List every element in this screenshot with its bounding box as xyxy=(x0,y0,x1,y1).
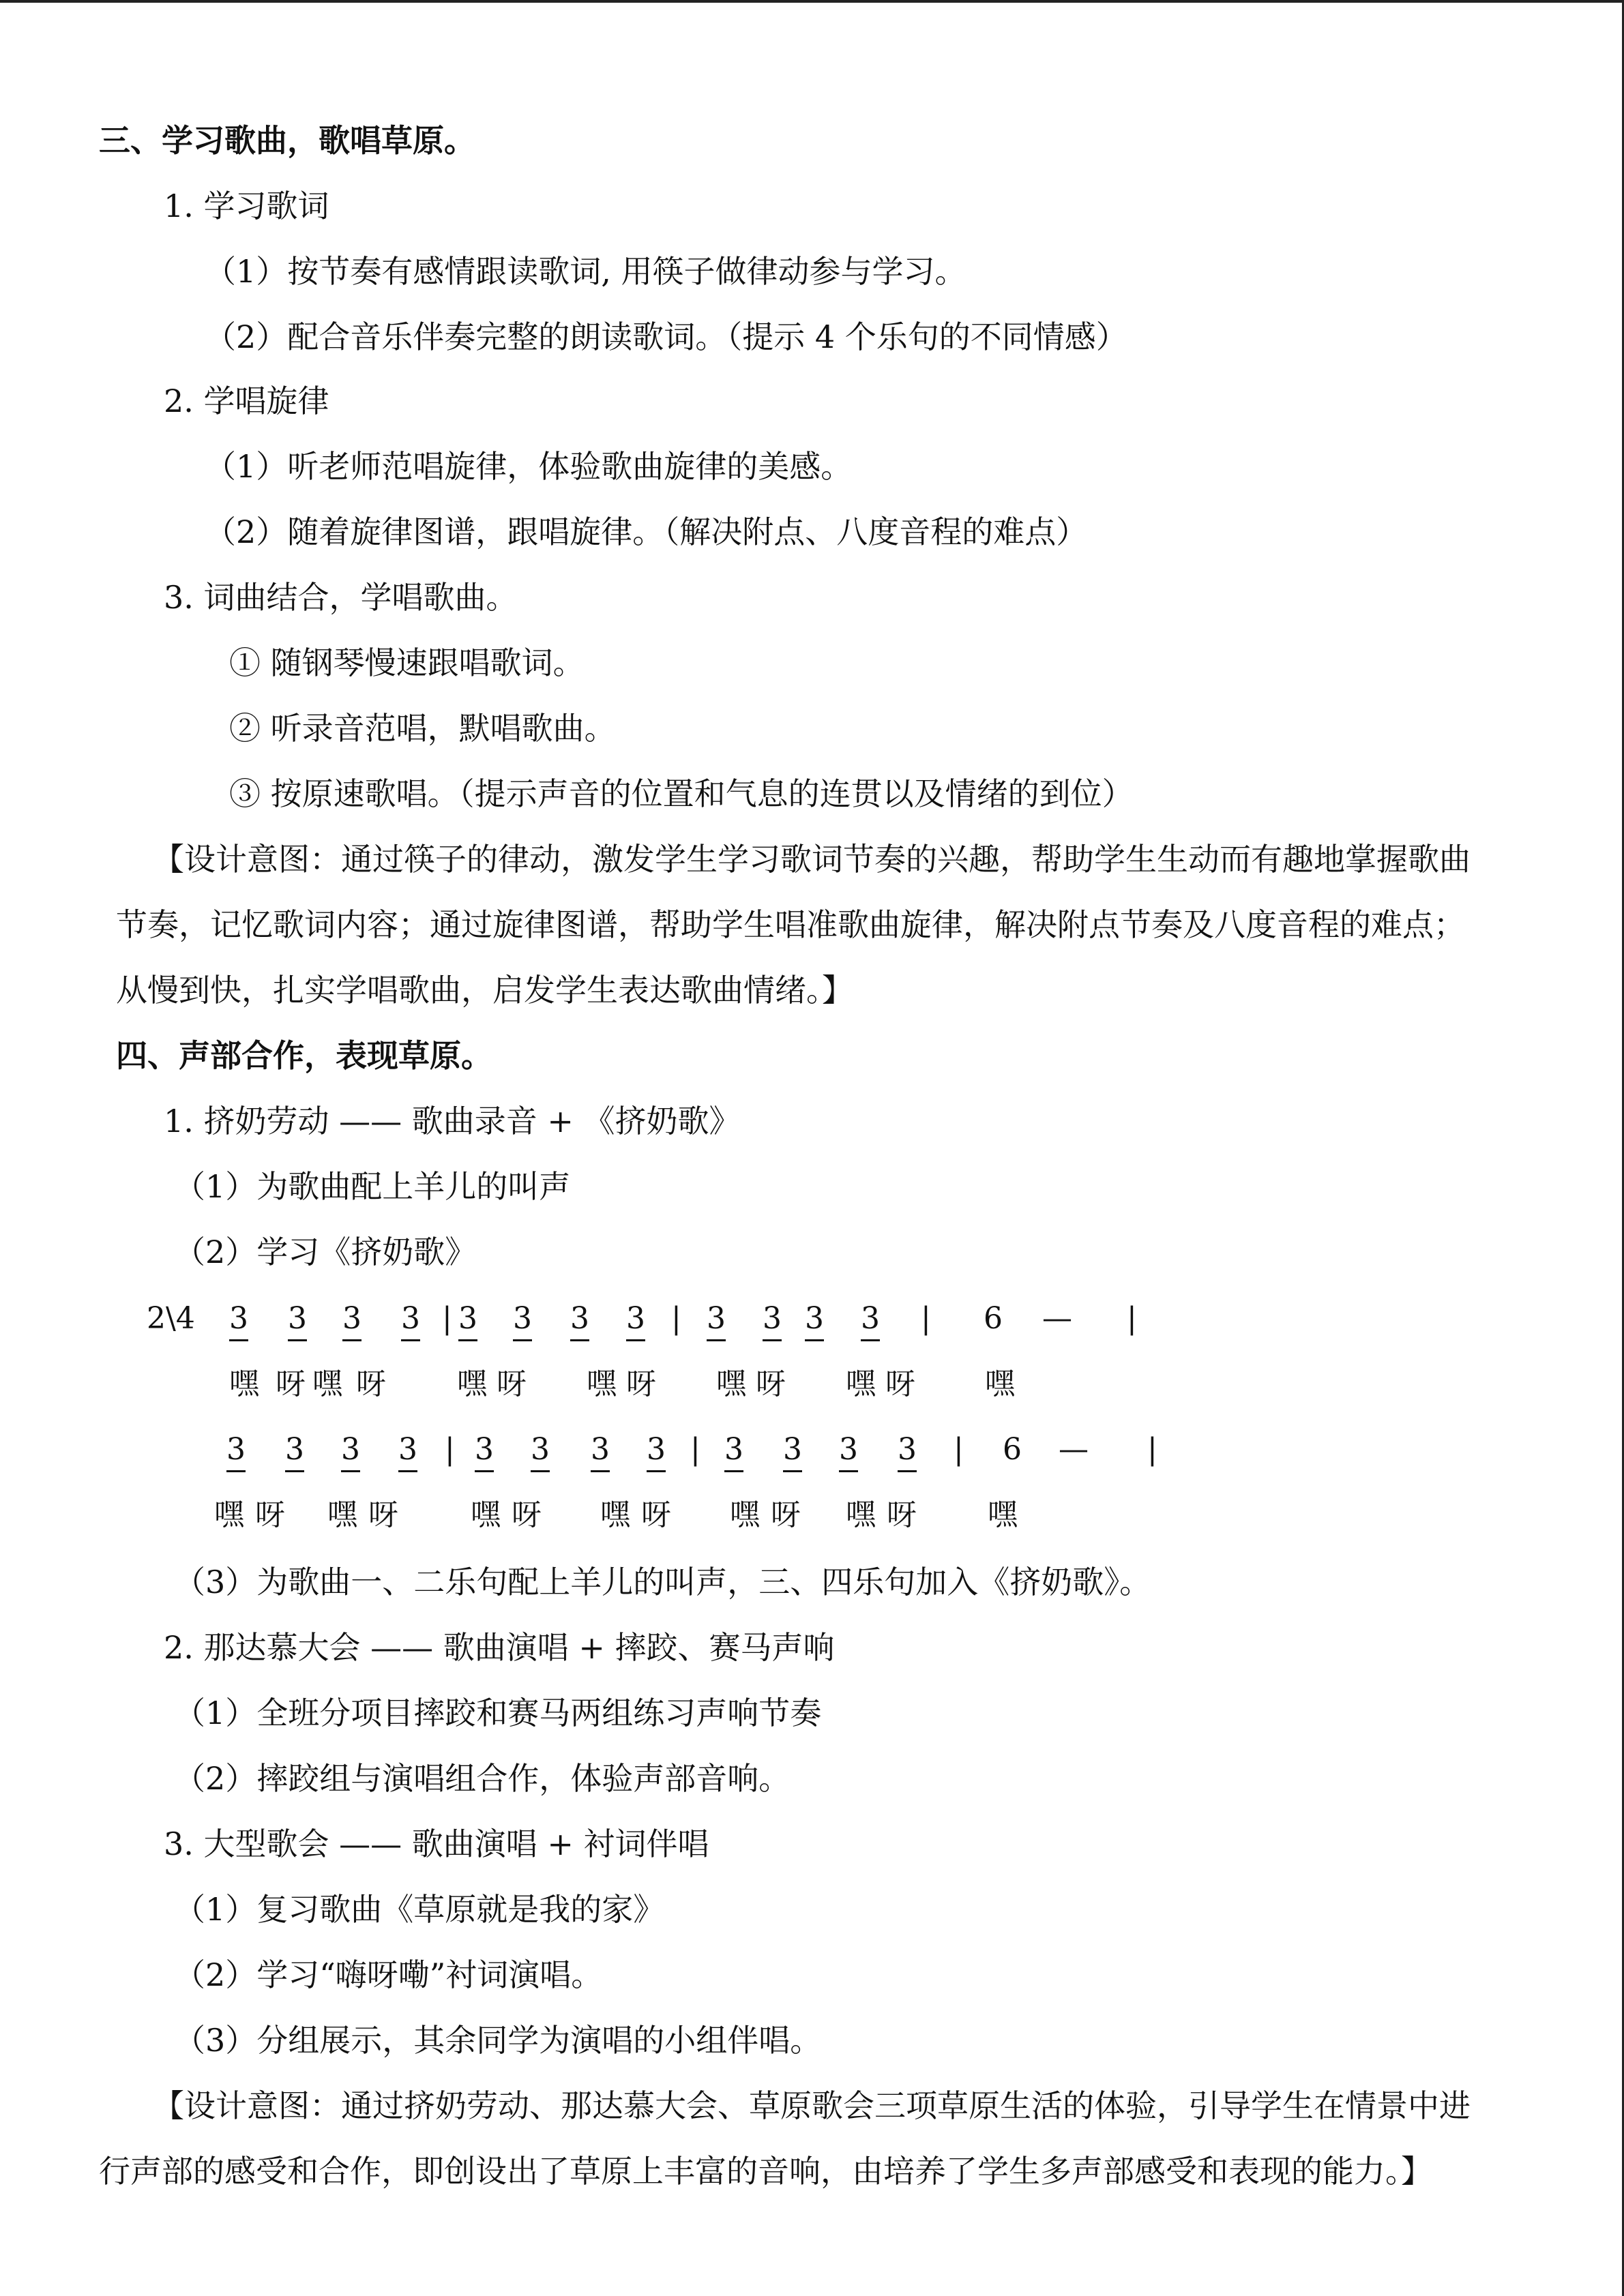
s3-item-2-1: （1）听老师范唱旋律，体验歌曲旋律的美感。 xyxy=(205,448,853,485)
note: 3 xyxy=(763,1300,782,1341)
s4-item-3: 3. 大型歌会 —— 歌曲演唱 + 衬词伴唱 xyxy=(164,1825,709,1862)
s4-item-1-2: （2）学习《挤奶歌》 xyxy=(174,1234,477,1270)
lyric: 呀 xyxy=(356,1367,386,1401)
score-lyrics-row-2 xyxy=(0,1496,1624,1534)
barline: | xyxy=(442,1301,452,1336)
note: 3 xyxy=(458,1300,477,1341)
note: 3 xyxy=(861,1300,880,1341)
s4-item-3-3: （3）分组展示，其余同学为演唱的小组伴唱。 xyxy=(174,2022,822,2059)
lyric: 嘿 xyxy=(730,1497,760,1532)
note: 3 xyxy=(475,1431,494,1472)
lyric: 嘿 xyxy=(988,1497,1018,1532)
lyric: 嘿 xyxy=(846,1497,876,1532)
s3-design-intent-line-2: 节奏，记忆歌词内容；通过旋律图谱，帮助学生唱准歌曲旋律，解决附点节奏及八度音程的难点； xyxy=(116,906,1465,943)
s3-item-3-2: ② 听录音范唱，默唱歌曲。 xyxy=(229,710,616,747)
s3-item-3: 3. 词曲结合，学唱歌曲。 xyxy=(164,579,518,616)
s3-item-1-2: （2）配合音乐伴奏完整的朗读歌词。（提示 4 个乐句的不同情感） xyxy=(205,318,1127,355)
lyric: 嘿 xyxy=(716,1367,746,1401)
note: 3 xyxy=(513,1300,532,1341)
lyric: 呀 xyxy=(512,1497,542,1532)
note: 3 xyxy=(591,1431,610,1472)
note: 3 xyxy=(288,1300,307,1341)
note: 3 xyxy=(342,1300,361,1341)
s4-design-intent-line-2: 行声部的感受和合作，即创设出了草原上丰富的音响，由培养了学生多声部感受和表现的能力。】 xyxy=(99,2153,1432,2190)
lyric: 呀 xyxy=(885,1367,915,1401)
lyric: 嘿 xyxy=(457,1367,487,1401)
note: 3 xyxy=(226,1431,246,1472)
s4-item-2: 2. 那达慕大会 —— 歌曲演唱 + 摔跤、赛马声响 xyxy=(164,1629,835,1666)
lyric: 呀 xyxy=(641,1497,671,1532)
s3-item-1-1: （1）按节奏有感情跟读歌词, 用筷子做律动参与学习。 xyxy=(205,253,966,290)
note: 3 xyxy=(839,1431,858,1472)
s3-item-3-1: ① 随钢琴慢速跟唱歌词。 xyxy=(229,644,585,681)
note: 3 xyxy=(724,1431,743,1472)
barline: | xyxy=(1127,1301,1137,1336)
lyric: 嘿 xyxy=(327,1497,357,1532)
section-3-heading: 三、学习歌曲，歌唱草原。 xyxy=(99,122,475,159)
lyric: 嘿 xyxy=(214,1497,244,1532)
s4-item-1-1: （1）为歌曲配上羊儿的叫声 xyxy=(174,1168,571,1205)
lyric: 呀 xyxy=(771,1497,801,1532)
s4-item-3-2: （2）学习“嗨呀嘞”衬词演唱。 xyxy=(174,1956,603,1993)
note: 3 xyxy=(531,1431,550,1472)
lyric: 呀 xyxy=(255,1497,285,1532)
note: 3 xyxy=(401,1300,420,1341)
note: 3 xyxy=(626,1300,645,1341)
s4-item-1: 1. 挤奶劳动 —— 歌曲录音 + 《挤奶歌》 xyxy=(164,1103,741,1139)
s3-design-intent-line-3: 从慢到快，扎实学唱歌曲，启发学生表达歌曲情绪。】 xyxy=(116,972,853,1009)
note: 3 xyxy=(398,1431,417,1472)
s3-item-1: 1. 学习歌词 xyxy=(164,188,329,224)
note: 3 xyxy=(707,1300,726,1341)
barline: | xyxy=(954,1432,964,1467)
note: 6 xyxy=(984,1301,1003,1336)
barline: | xyxy=(690,1432,700,1467)
note: 3 xyxy=(898,1431,917,1472)
note: 3 xyxy=(341,1431,360,1472)
s4-item-3-1: （1）复习歌曲《草原就是我的家》 xyxy=(174,1891,665,1928)
s4-design-intent-line-1: 【设计意图：通过挤奶劳动、那达慕大会、草原歌会三项草原生活的体验，引导学生在情景中进 xyxy=(153,2087,1471,2124)
dash: — xyxy=(1042,1301,1072,1336)
note: 3 xyxy=(570,1300,589,1341)
note: 3 xyxy=(647,1431,666,1472)
score-notes-row-2 xyxy=(0,1431,1624,1469)
time-signature: 2\4 xyxy=(147,1301,195,1336)
lyric: 呀 xyxy=(368,1497,398,1532)
lyric: 呀 xyxy=(756,1367,786,1401)
s4-item-2-1: （1）全班分项目摔跤和赛马两组练习声响节奏 xyxy=(174,1695,822,1731)
lyric: 嘿 xyxy=(985,1367,1015,1401)
s4-item-1-3: （3）为歌曲一、二乐句配上羊儿的叫声，三、四乐句加入《挤奶歌》。 xyxy=(174,1564,1151,1600)
lyric: 嘿 xyxy=(587,1367,617,1401)
s4-item-2-2: （2）摔跤组与演唱组合作，体验声部音响。 xyxy=(174,1760,791,1797)
section-4-heading: 四、声部合作，表现草原。 xyxy=(116,1037,492,1074)
s3-item-3-3: ③ 按原速歌唱。（提示声音的位置和气息的连贯以及情绪的到位） xyxy=(229,775,1134,812)
lyric: 呀 xyxy=(497,1367,527,1401)
page-top-border xyxy=(0,0,1624,3)
barline: | xyxy=(1147,1432,1157,1467)
lyric: 嘿 xyxy=(229,1367,259,1401)
note: 3 xyxy=(783,1431,802,1472)
barline: | xyxy=(445,1432,455,1467)
note: 3 xyxy=(285,1431,304,1472)
note: 3 xyxy=(229,1300,248,1341)
score-notes-row-1 xyxy=(0,1300,1624,1338)
s3-item-2: 2. 学唱旋律 xyxy=(164,383,329,419)
score-lyrics-row-1 xyxy=(0,1365,1624,1403)
s3-design-intent-line-1: 【设计意图：通过筷子的律动，激发学生学习歌词节奏的兴趣，帮助学生生动而有趣地掌握歌曲 xyxy=(153,841,1471,878)
note: 3 xyxy=(805,1300,824,1341)
barline: | xyxy=(671,1301,681,1336)
lyric: 嘿 xyxy=(600,1497,630,1532)
lyric: 嘿 xyxy=(312,1367,342,1401)
lyric: 呀 xyxy=(626,1367,656,1401)
lyric: 呀 xyxy=(887,1497,917,1532)
barline: | xyxy=(921,1301,931,1336)
lyric: 呀 xyxy=(276,1367,306,1401)
dash: — xyxy=(1059,1432,1089,1467)
note: 6 xyxy=(1003,1432,1022,1467)
s3-item-2-2: （2）随着旋律图谱，跟唱旋律。（解决附点、八度音程的难点） xyxy=(205,513,1088,550)
lyric: 嘿 xyxy=(846,1367,876,1401)
lyric: 嘿 xyxy=(471,1497,501,1532)
